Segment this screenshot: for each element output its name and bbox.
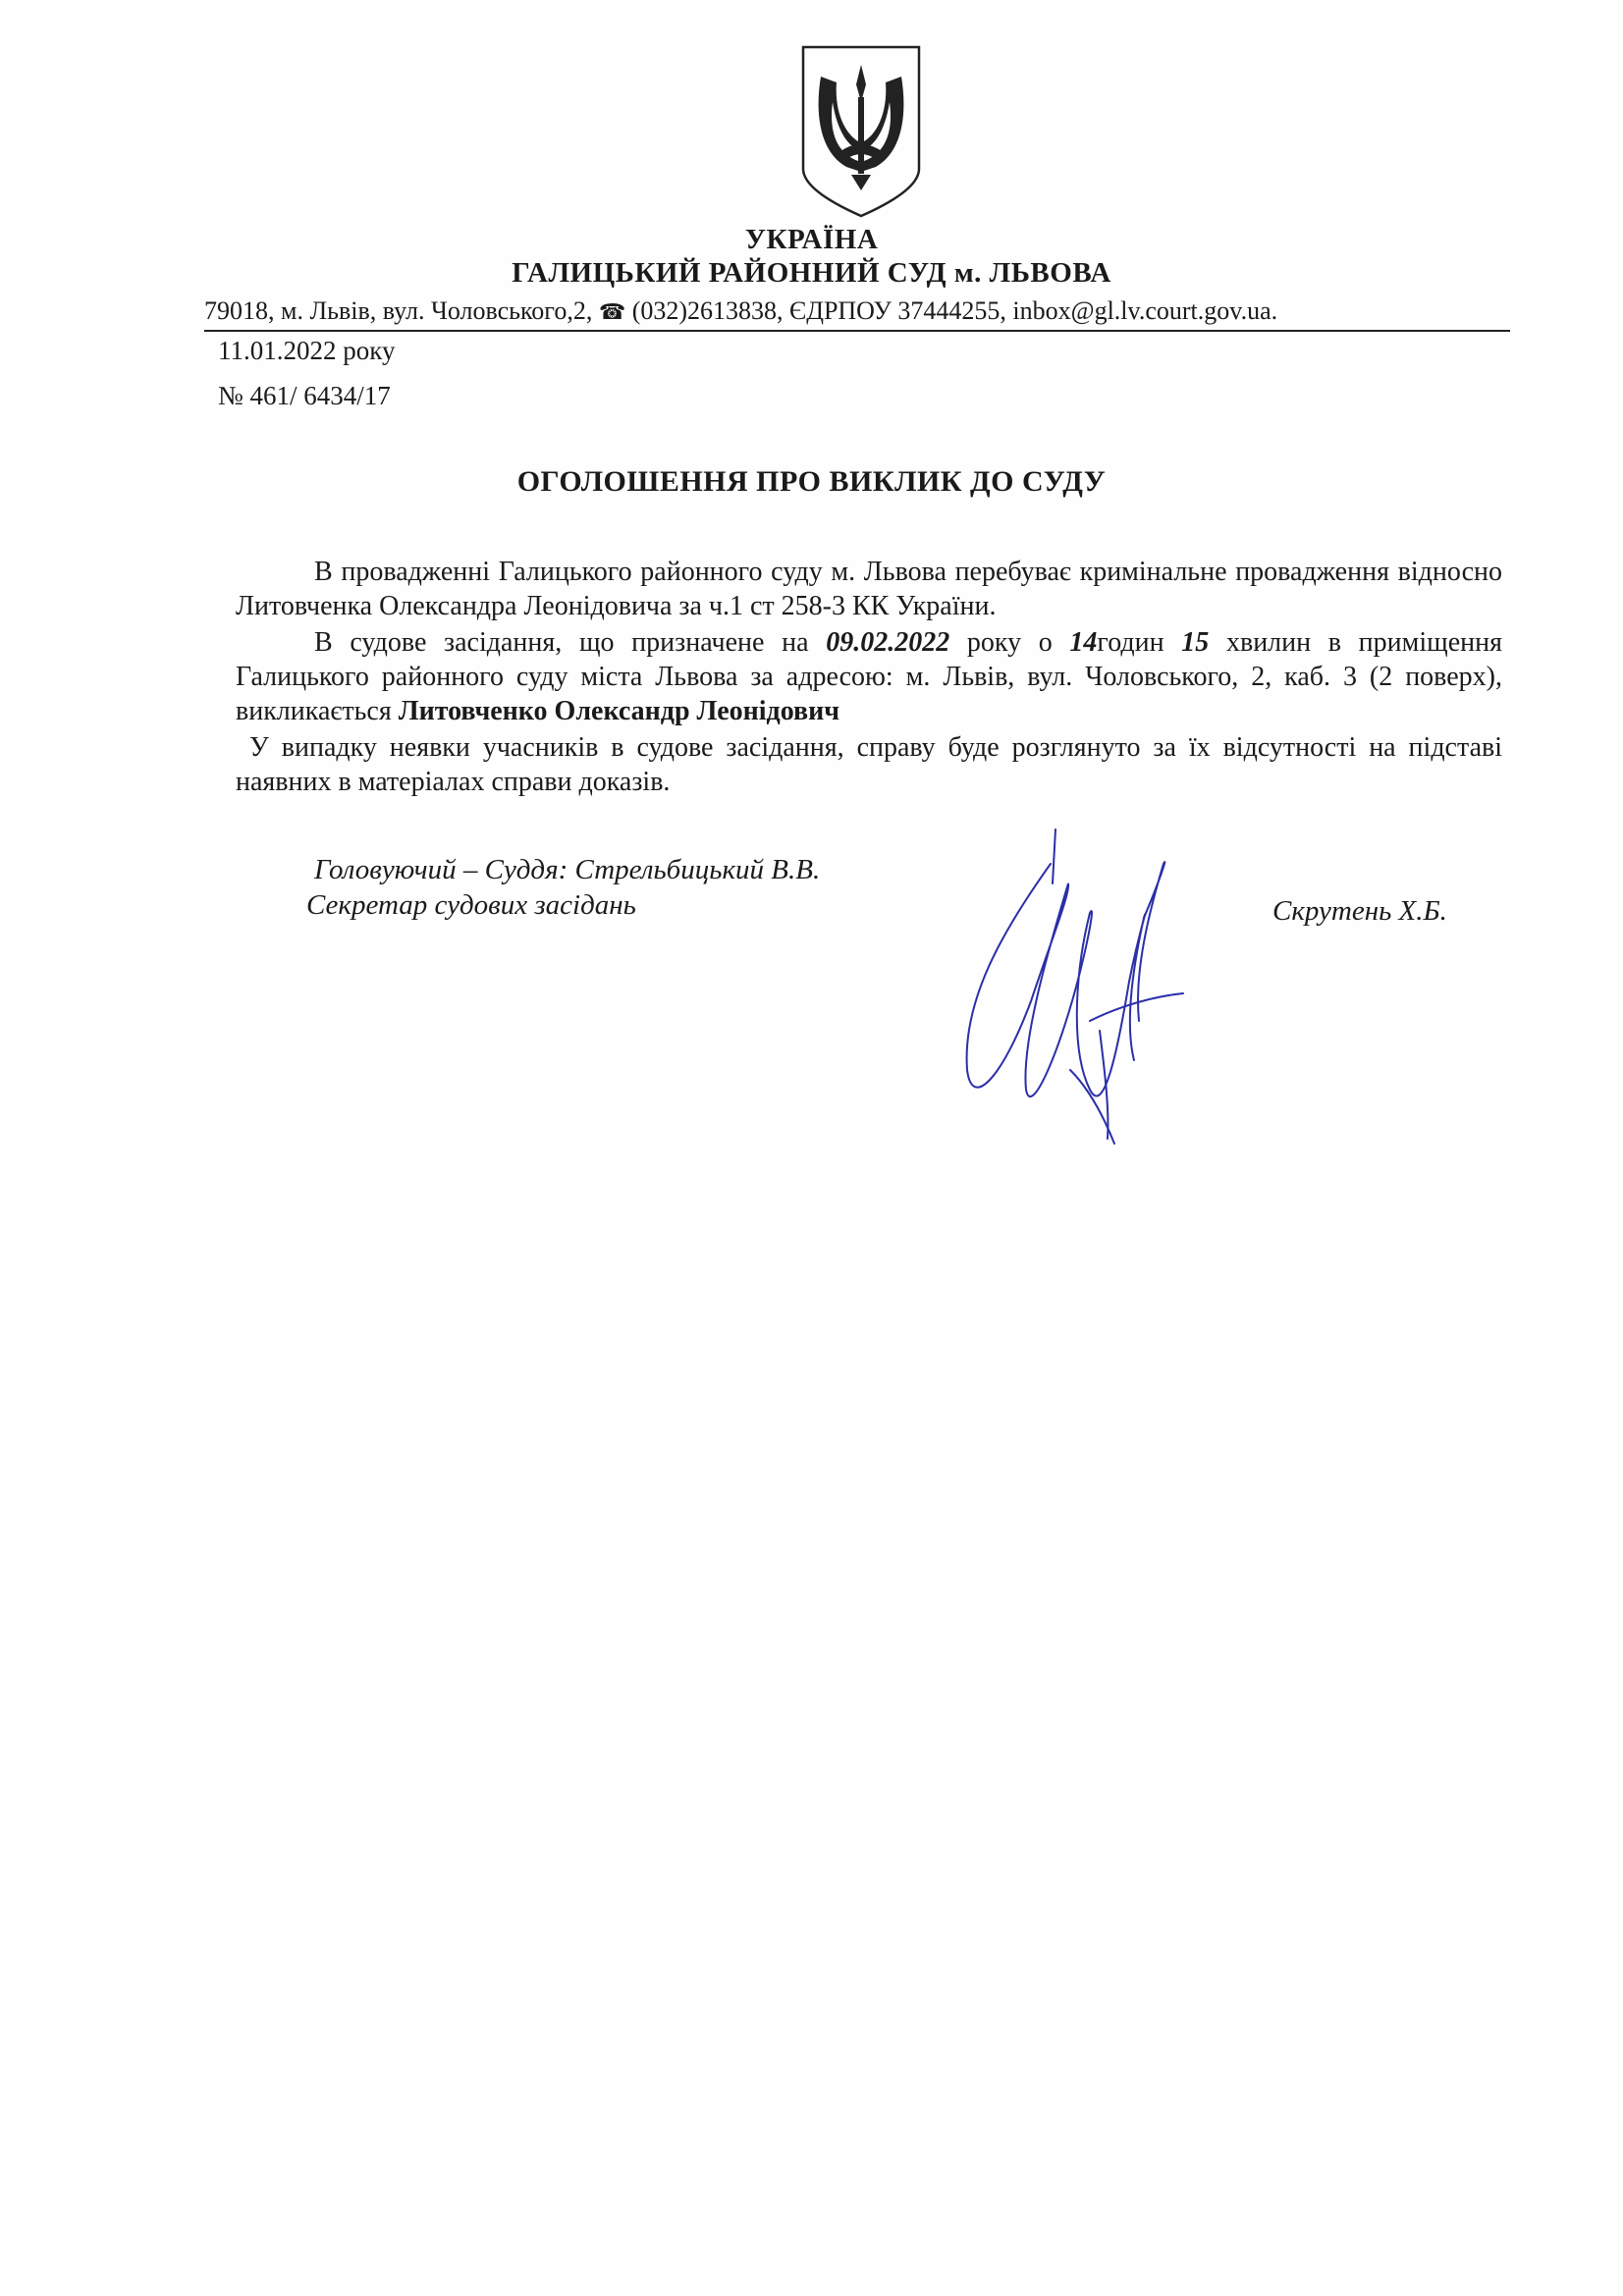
paragraph-summons (236, 625, 1502, 728)
summoned-person: Литовченко Олександр Леонідович (398, 696, 840, 726)
document-title: ОГОЛОШЕННЯ ПРО ВИКЛИК ДО СУДУ (516, 465, 1107, 498)
paragraph-absence-warning: У випадку неявки учасників в судове засідання, справу буде розглянуто за їх відсутності на підставі наявних в матеріалах справи доказів. (236, 732, 1502, 797)
contact-text: (032)2613838, ЄДРПОУ 37444255, inbox@gl.lv.court.gov.ua. (625, 296, 1278, 325)
summons-text-2: року о (949, 627, 1070, 658)
summons-text-4: хвилин в приміщення Галицького районного суду міста Львова за адресою: м. Львів, вул. Чоловського, 2, каб. 3 (2 поверх), викликається (236, 627, 1502, 726)
country-heading: УКРАЇНА (744, 224, 879, 255)
secretary-name: Скрутень Х.Б. (1272, 895, 1447, 927)
hearing-date: 09.02.2022 (826, 627, 950, 658)
address-text: 79018, м. Львів, вул. Чоловського,2, (204, 296, 599, 325)
summons-text-3: годин (1097, 627, 1182, 658)
handwritten-signature (943, 825, 1198, 1158)
hearing-hour: 14 (1069, 627, 1098, 658)
case-number: № 461/ 6434/17 (218, 381, 391, 410)
summons-text-1: В судове засідання, що призначене на (314, 627, 827, 658)
document-date: 11.01.2022 року (218, 336, 396, 365)
court-name-heading: ГАЛИЦЬКИЙ РАЙОННИЙ СУД м. ЛЬВОВА (512, 257, 1111, 289)
telephone-icon: ☎ (598, 300, 626, 325)
hearing-minutes: 15 (1181, 627, 1210, 658)
court-address-line (204, 296, 1510, 332)
presiding-judge: Головуючий – Суддя: Стрельбицький В.В. (314, 854, 821, 885)
trident-coat-of-arms-icon (797, 43, 925, 220)
paragraph-proceedings: В провадженні Галицького районного суду м. Львова перебуває кримінальне провадження відносно Литовченка Олександра Леонідовича за ч.1 ст 258-3 КК України. (236, 557, 1502, 621)
secretary-label: Секретар судових засідань (306, 889, 636, 921)
